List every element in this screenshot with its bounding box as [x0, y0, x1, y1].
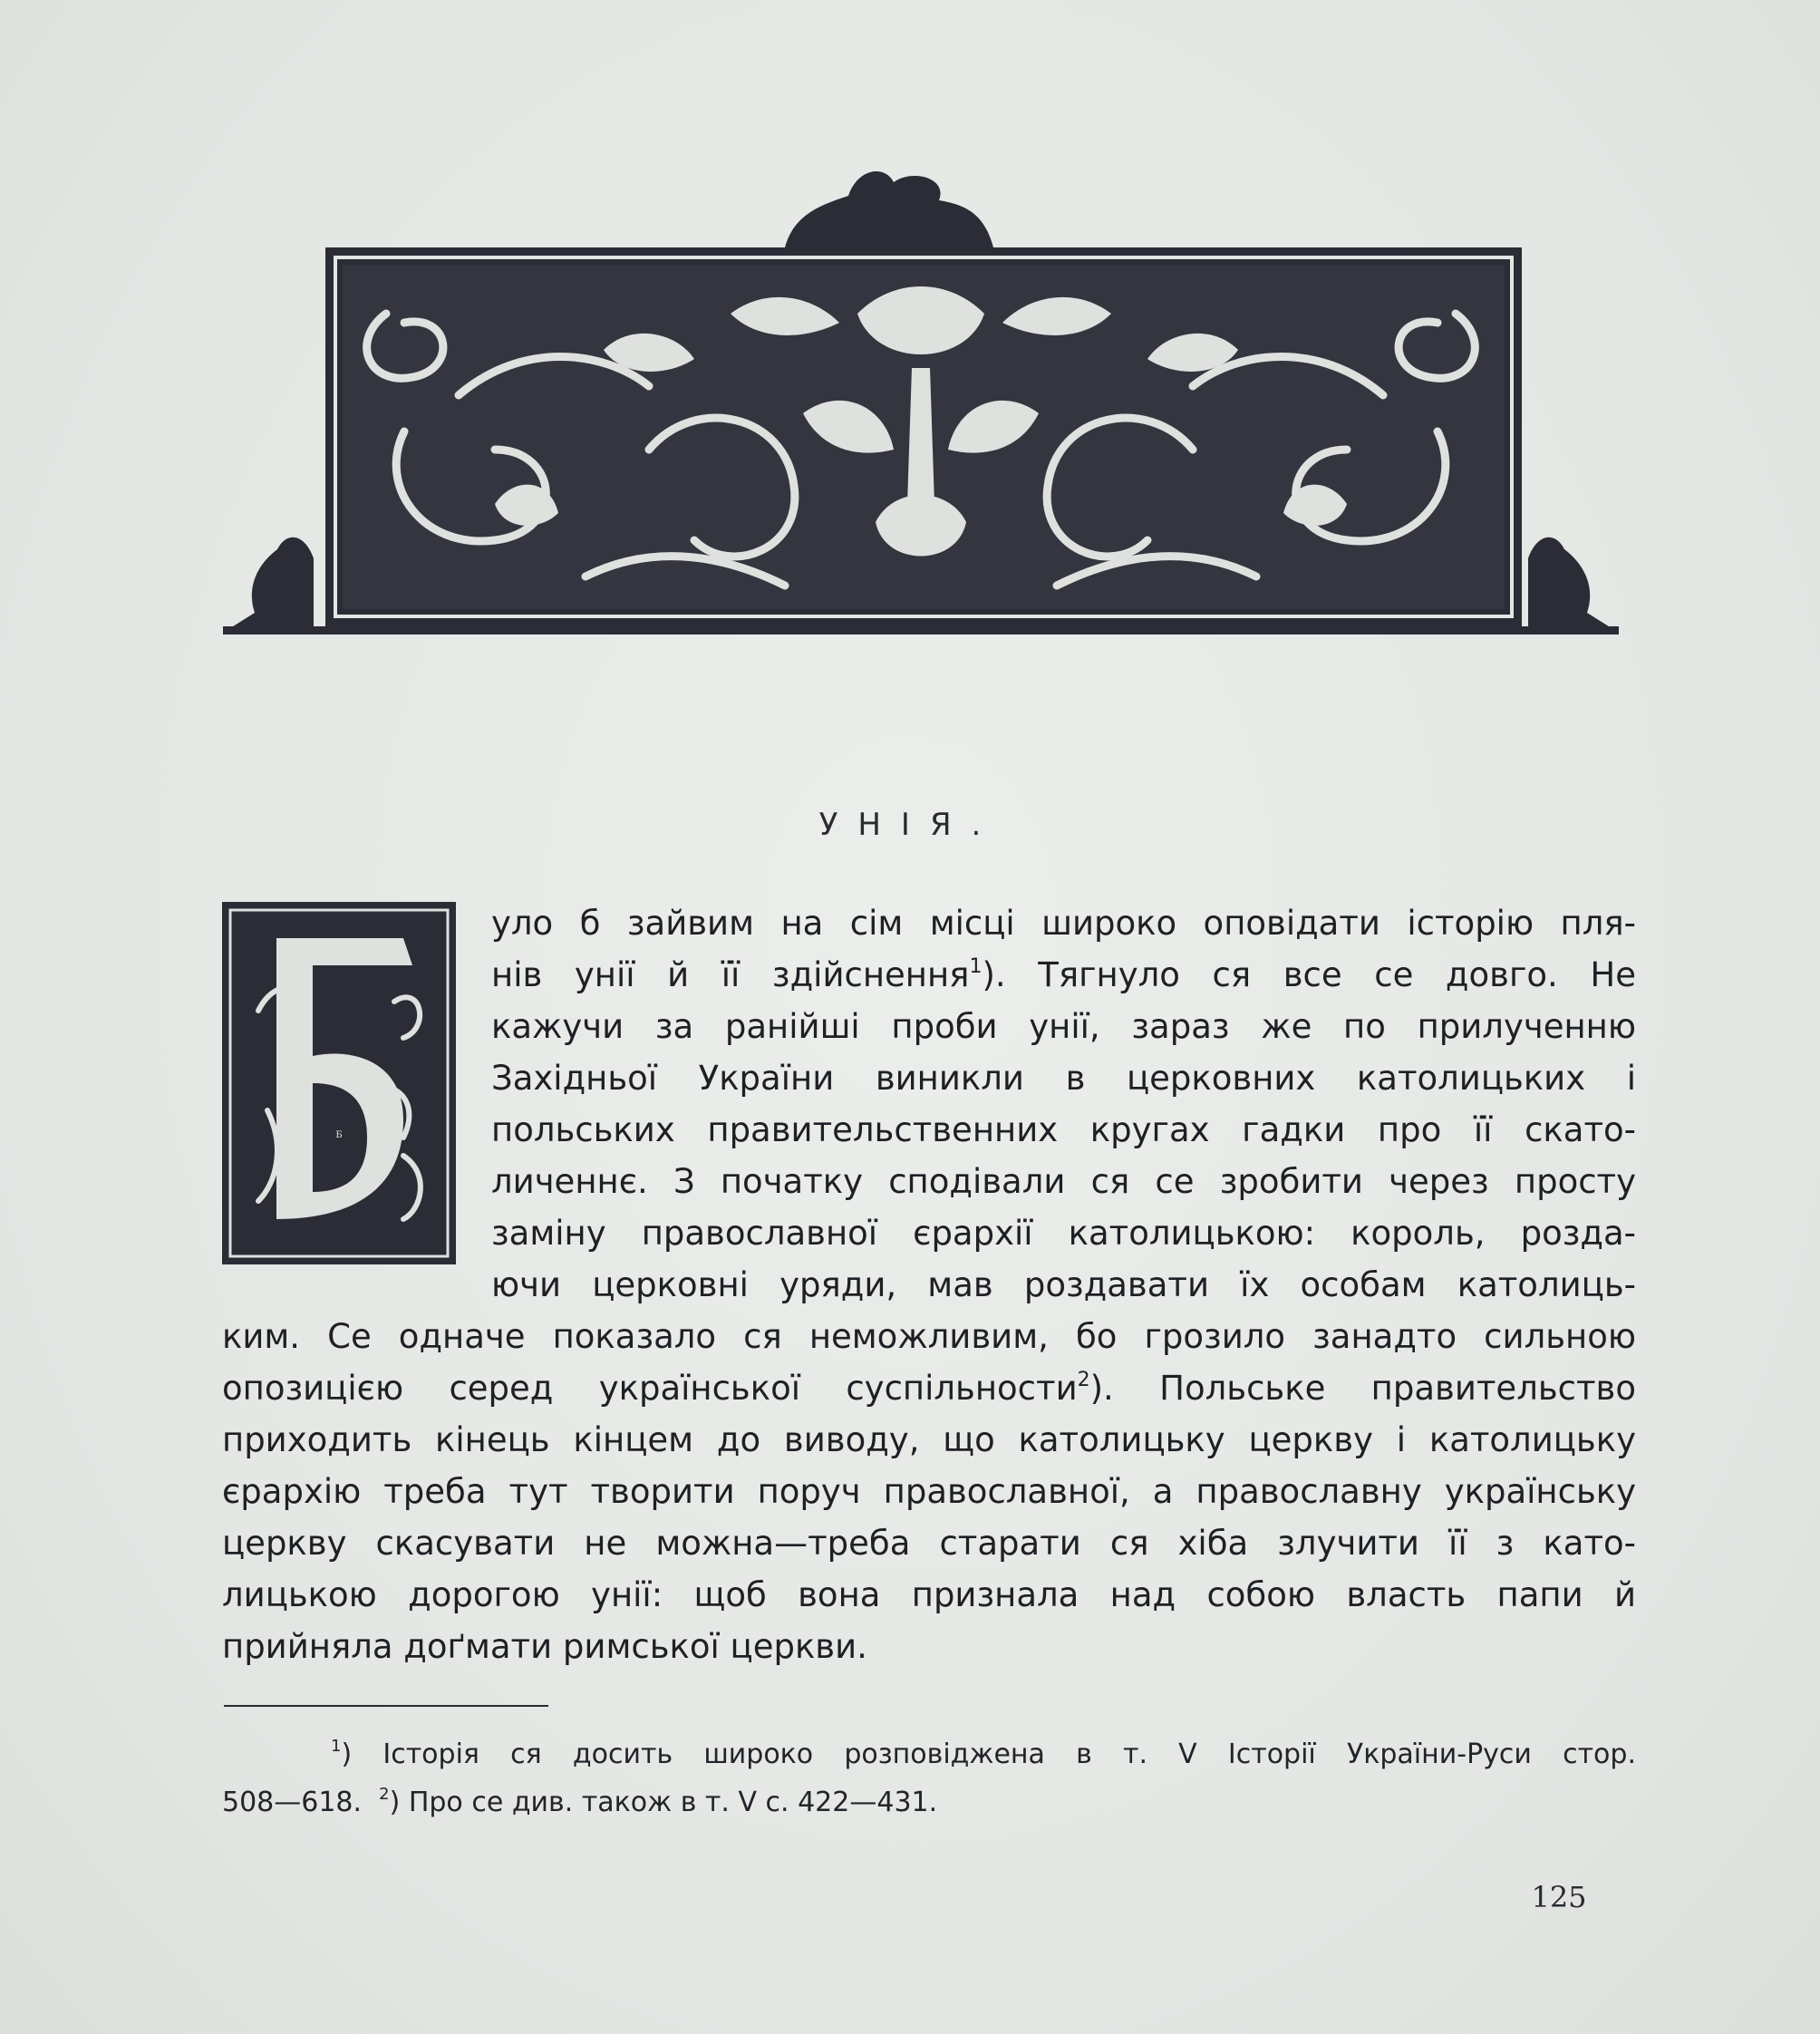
footnote-ref-1[interactable]: 1	[969, 954, 983, 978]
body-text	[222, 897, 1636, 1672]
body-line: нів унії й її здійснення$^1$). Тягнуло ся все се довго. Не	[491, 954, 1636, 994]
body-line: ким. Се одначе показало ся неможливим, бо грозило занадто сильною	[222, 1317, 1636, 1356]
body-line: церкву скасувати не можна—треба старати ся хіба злучити її з като-	[222, 1524, 1636, 1563]
body-line: личеннє. З початку сподівали ся се зробити через просту	[491, 1162, 1636, 1201]
body-line: ючи церковні уряди, мав роздавати їх особам католиць-	[491, 1265, 1636, 1304]
footnote-1: $^1$) Історія ся досить широко розповіджена в т. V Історії України-Руси стор.	[331, 1737, 1636, 1770]
page-number: 125	[1531, 1880, 1587, 1914]
body-line: польських правительственних кругах гадки про її скато-	[491, 1110, 1636, 1149]
body-line: прийняла доґмати римської церкви.	[222, 1627, 867, 1666]
body-line: приходить кінець кінцем до виводу, що католицьку церкву і католицьку	[222, 1420, 1636, 1459]
footnote-ref-2[interactable]: 2	[1077, 1368, 1090, 1391]
footnote-2: 508—618. $^2$) Про се див. також в т. V с. 422—431.	[222, 1785, 938, 1818]
body-line: Західньої України виникли в церковних католицьких і	[491, 1059, 1636, 1098]
footnote-divider	[224, 1705, 548, 1707]
chapter-title: УНІЯ.	[818, 807, 1002, 843]
footnotes	[222, 1730, 1636, 1826]
body-line: заміну православної єрархії католицькою: король, розда-	[491, 1214, 1636, 1253]
body-line: опозицією серед української суспільности$^2$). Польське правительство	[222, 1368, 1636, 1408]
body-line: уло б зайвим на сім місці широко оповідати історію пля-	[491, 904, 1636, 943]
body-line: лицькою дорогою унії: щоб вона признала над собою власть папи й	[222, 1575, 1636, 1614]
body-line: єрархію треба тут творити поруч православної, а православну українську	[222, 1472, 1636, 1511]
ornamental-headpiece	[223, 160, 1619, 649]
body-line: кажучи за ранійші проби унії, зараз же по прилученню	[491, 1007, 1636, 1046]
drop-cap-letter: Б	[335, 1130, 343, 1140]
